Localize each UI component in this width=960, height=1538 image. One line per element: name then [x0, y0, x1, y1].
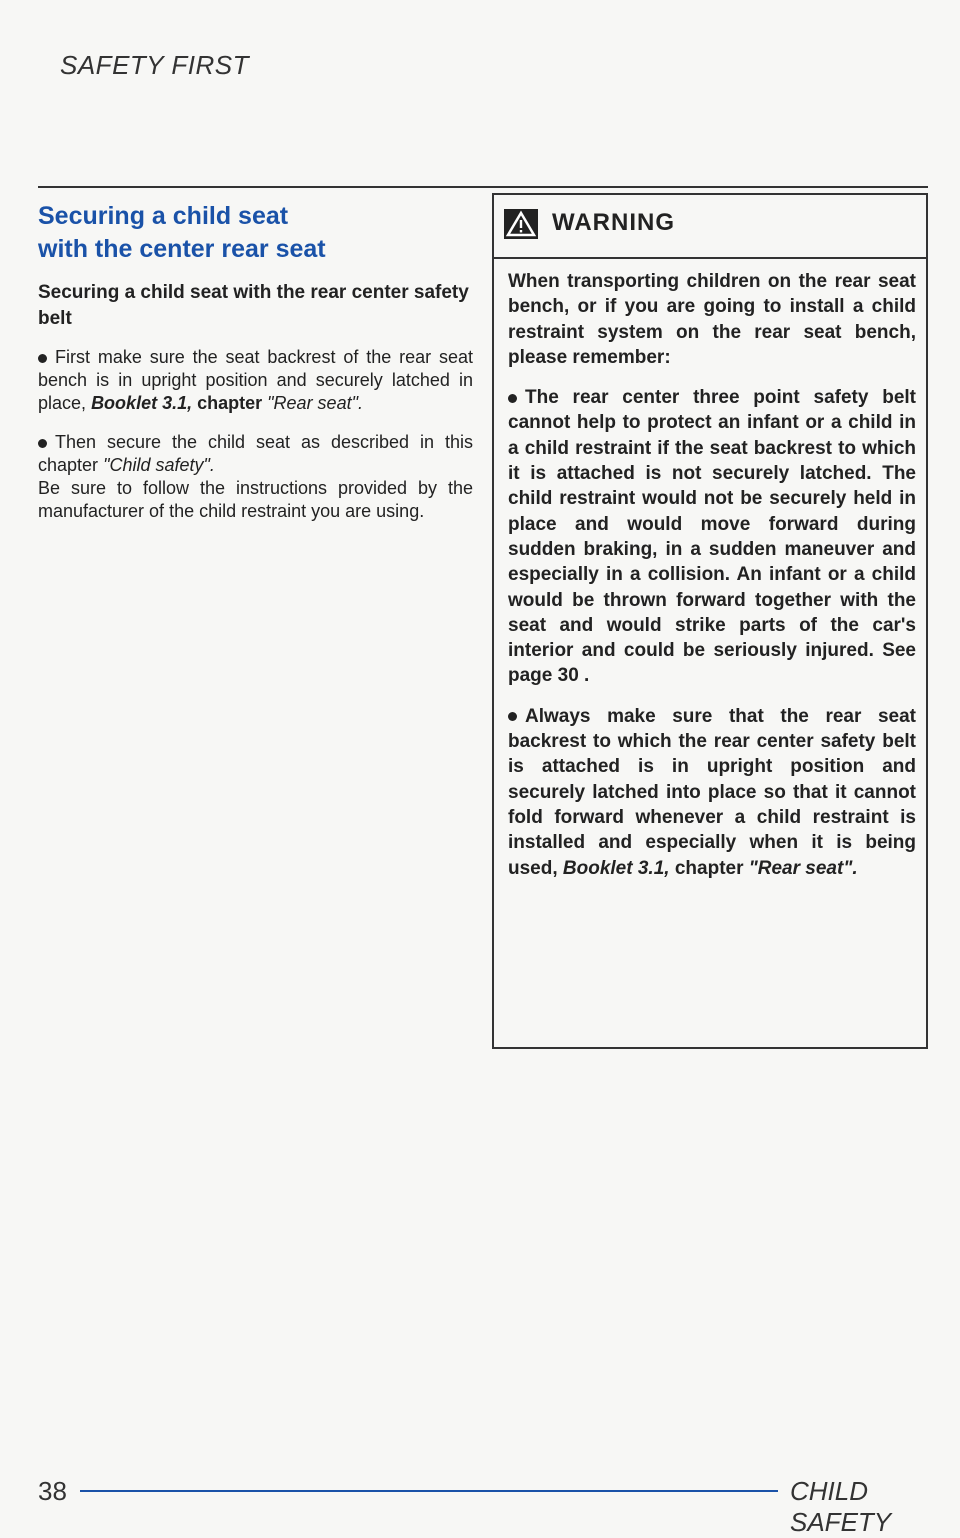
section-heading-line2: with the center rear seat — [38, 235, 326, 263]
warning-bullet-2-text: Always make sure that the rear seat backrest to which the rear center safety belt is attached is in upright position and securely latched into place so that it cannot fold forward whenever a child restraint is installed and especially when it is being used, — [508, 705, 916, 879]
chapter-title: "Rear seat". — [267, 393, 363, 413]
booklet-reference: Booklet 3.1, — [91, 393, 193, 413]
warning-bullet-2 — [508, 704, 916, 881]
bullet-icon — [508, 712, 517, 721]
warning-label: WARNING — [552, 209, 675, 236]
chapter-title: "Child safety". — [103, 455, 215, 475]
sub-heading: Securing a child seat with the rear center safety belt — [38, 282, 469, 329]
section-heading-line1: Securing a child seat — [38, 202, 289, 230]
warning-triangle-icon — [504, 209, 538, 239]
instruction-paragraph-3: Be sure to follow the instructions provided by the manufacturer of the child restraint you are using. — [38, 478, 473, 521]
warning-box — [492, 193, 928, 1049]
chapter-label: chapter — [674, 857, 744, 879]
page-number: 38 — [38, 1476, 67, 1506]
bullet-icon — [508, 394, 517, 403]
footer-section-title: CHILD SAFETY — [790, 1476, 892, 1537]
bullet-icon — [38, 439, 47, 448]
left-column — [38, 200, 473, 539]
page-header-title: SAFETY FIRST — [60, 50, 249, 80]
section-heading — [38, 200, 473, 266]
bullet-icon — [38, 354, 47, 363]
header-divider — [38, 186, 928, 188]
para1-text: First make sure the seat backrest of the rear seat bench is in upright position and securely latched in place, — [38, 347, 473, 413]
warning-body — [494, 259, 926, 881]
warning-intro: When transporting children on the rear seat bench, or if you are going to install a child restraint system on the rear seat bench, please remember: — [508, 271, 916, 368]
chapter-label: chapter — [197, 393, 263, 413]
instruction-paragraph-1 — [38, 346, 473, 415]
warning-bullet-1 — [508, 385, 916, 689]
warning-bullet-1-text: The rear center three point safety belt cannot help to protect an infant or a child in a child restraint if the seat backrest to which it is attached is not securely latched. The child restraint would not be securely held in place and would move forward during sudden braking, in a sudden maneuver and especially in a collision. An infant or a child would be thrown forward together with the seat and would strike parts of the car's interior and could be seriously injured. See page 30 . — [508, 387, 916, 687]
booklet-reference: Booklet 3.1, — [562, 857, 670, 879]
warning-header — [494, 195, 926, 259]
footer-divider — [80, 1490, 778, 1492]
chapter-title: "Rear seat". — [748, 857, 858, 879]
para2-text: Then secure the child seat as described in this chapter — [38, 432, 473, 475]
instruction-paragraph-2 — [38, 431, 473, 477]
